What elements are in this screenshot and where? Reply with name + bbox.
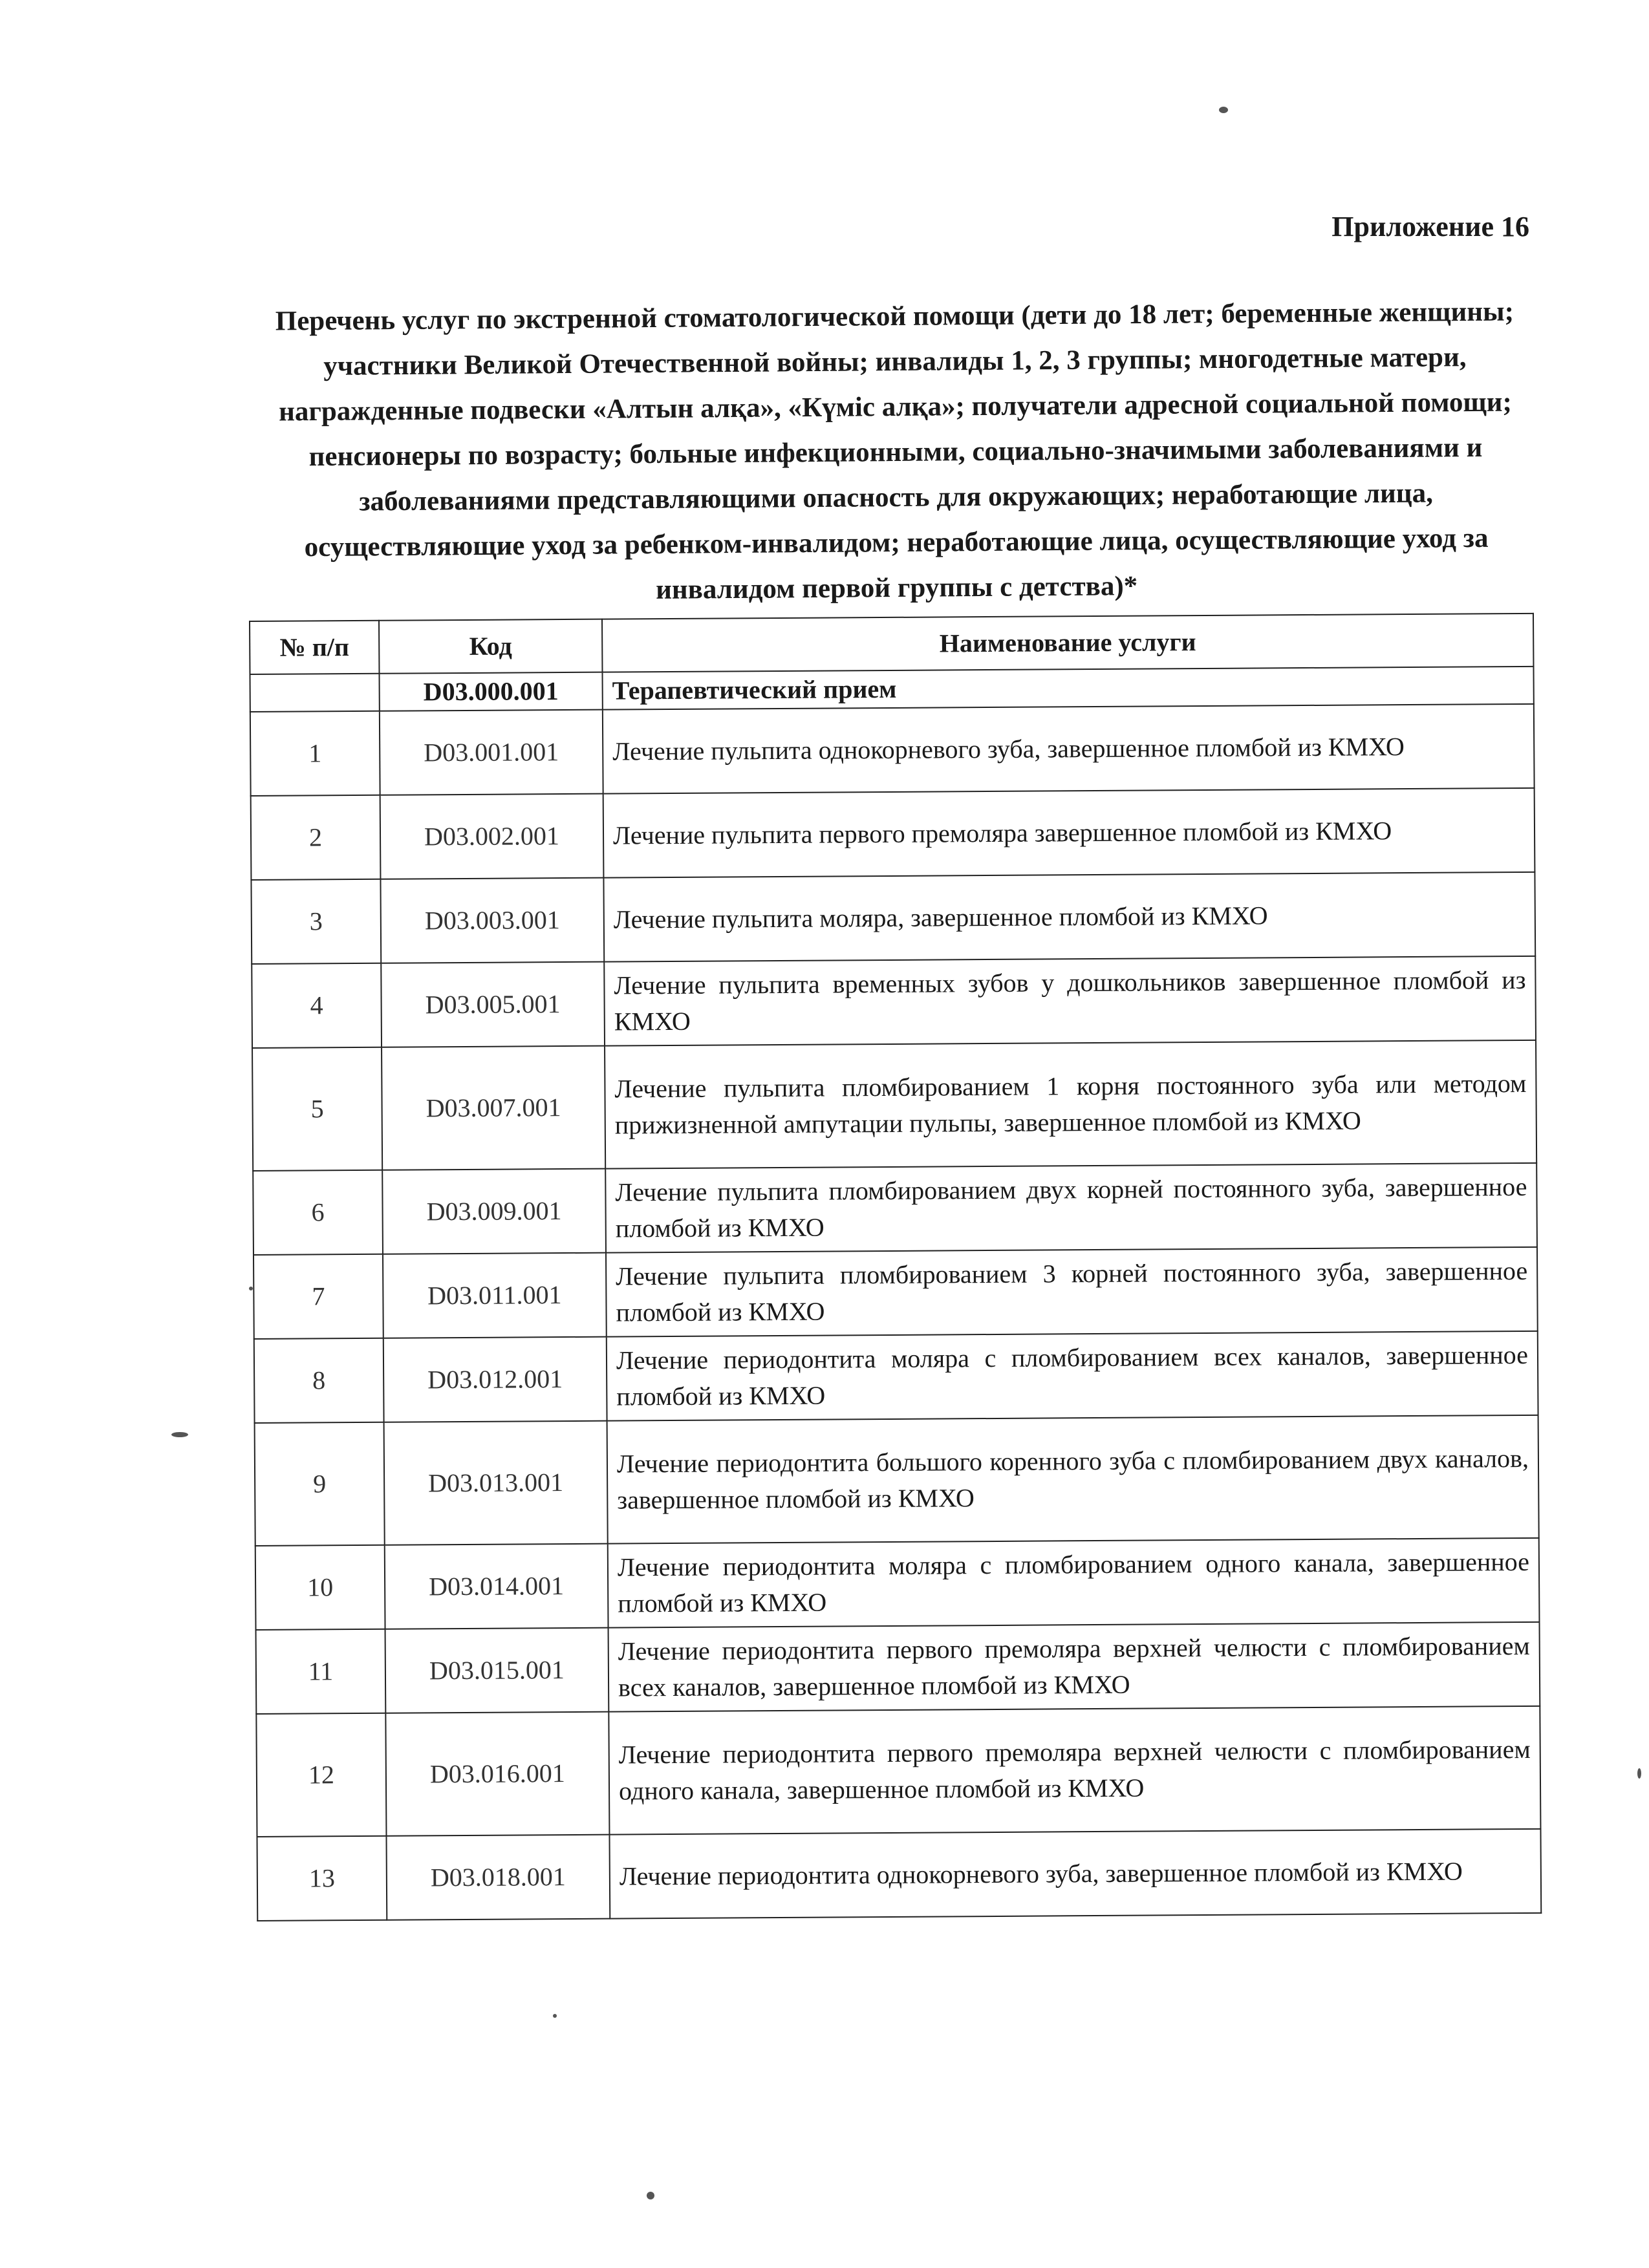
scan-speck [171, 1432, 188, 1437]
row-number: 6 [253, 1170, 383, 1255]
scan-speck [647, 2192, 654, 2199]
row-name: Лечение пульпита пломбированием 1 корня постоянного зуба или методом прижизненной ампутации пульпы, завершенное пломбой из КМХО [605, 1040, 1536, 1169]
row-name: Лечение периодонтита первого премоляра верхней челюсти с пломбированием всех каналов, завершенное пломбой из КМХО [609, 1622, 1540, 1712]
row-name: Лечение пульпита временных зубов у дошкольников завершенное пломбой из КМХО [604, 956, 1536, 1046]
scan-speck [1219, 107, 1228, 113]
table-row [257, 1829, 1541, 1921]
row-code: D03.011.001 [383, 1253, 607, 1338]
row-name: Лечение пульпита однокорневого зуба, завершенное пломбой из КМХО [603, 704, 1535, 794]
row-name: Лечение периодонтита первого премоляра верхней челюсти с пломбированием одного канала, завершенное пломбой из КМХО [609, 1706, 1540, 1835]
row-number: 1 [250, 711, 380, 796]
row-code: D03.003.001 [380, 878, 604, 963]
row-name: Лечение пульпита моляра, завершенное пломбой из КМХО [603, 872, 1535, 962]
row-name: Лечение пульпита пломбированием двух корней постоянного зуба, завершенное пломбой из КМХО [605, 1163, 1537, 1253]
row-number: 11 [256, 1629, 386, 1714]
row-number: 13 [257, 1836, 387, 1921]
row-code: D03.001.001 [380, 710, 603, 795]
table-row [250, 704, 1535, 796]
row-code: D03.014.001 [385, 1544, 609, 1629]
row-code: D03.009.001 [382, 1169, 606, 1254]
header-number: № п/п [250, 621, 379, 674]
table-row [256, 1706, 1540, 1837]
row-code: D03.012.001 [383, 1337, 607, 1422]
row-name: Лечение пульпита пломбированием 3 корней постоянного зуба, завершенное пломбой из КМХО [606, 1247, 1538, 1337]
table-row [256, 1622, 1540, 1714]
row-code: D03.013.001 [384, 1421, 608, 1545]
row-number: 5 [252, 1047, 382, 1171]
row-name: Лечение периодонтита моляра с пломбированием одного канала, завершенное пломбой из КМХО [608, 1538, 1540, 1628]
section-code: D03.000.001 [380, 672, 603, 711]
table-row [253, 1247, 1538, 1339]
table-row [254, 1331, 1538, 1423]
row-number: 8 [254, 1338, 384, 1423]
row-code: D03.005.001 [381, 962, 605, 1047]
table-row [252, 956, 1536, 1048]
row-code: D03.018.001 [386, 1835, 610, 1920]
row-code: D03.002.001 [380, 794, 604, 879]
section-name: Терапевтический прием [602, 667, 1533, 710]
table-row [255, 1538, 1540, 1630]
row-number: 2 [251, 795, 381, 880]
table-row [253, 1163, 1537, 1255]
row-code: D03.015.001 [385, 1628, 609, 1713]
row-name: Лечение периодонтита моляра с пломбированием всех каналов, завершенное пломбой из КМХО [607, 1331, 1538, 1421]
section-number [250, 674, 380, 712]
row-name: Лечение периодонтита однокорневого зуба, завершенное пломбой из КМХО [609, 1829, 1541, 1919]
row-number: 10 [255, 1545, 385, 1630]
row-number: 3 [251, 879, 381, 964]
table-header-row [250, 614, 1533, 674]
header-code: Код [379, 619, 602, 674]
row-code: D03.007.001 [382, 1046, 605, 1170]
header-name: Наименование услуги [602, 614, 1533, 672]
table-row [251, 788, 1535, 880]
table-row [252, 1040, 1536, 1171]
row-name: Лечение пульпита первого премоляра завершенное пломбой из КМХО [603, 788, 1535, 878]
row-number: 7 [253, 1254, 383, 1339]
row-number: 12 [256, 1713, 386, 1837]
scan-speck [1637, 1768, 1641, 1779]
table-row [255, 1415, 1539, 1546]
table-row [251, 872, 1535, 964]
scan-speck [553, 2014, 557, 2018]
appendix-label: Приложение 16 [1331, 211, 1529, 242]
services-table-wrapper [249, 613, 1540, 1921]
document-title: Перечень услуг по экстренной стоматологической помощи (дети до 18 лет; беременные женщины; участники Великой Отечественной войны; инвалиды 1, 2, 3 группы; многодетные матери, награжденные подвески «Алтын алқа», «Күміс алқа»; получатели адресной социальной помощи; пенсионеры по возрасту; больные инфекционными, социально-значимыми заболеваниями и заболеваниями представляющими опасность для окружающих; неработающие лица, осуществляющие уход за ребенком-инвалидом; неработающие лица, осуществляющие уход за инвалидом первой группы с детства)* [275, 296, 1514, 605]
row-code: D03.016.001 [385, 1712, 609, 1836]
scan-speck [249, 1287, 253, 1290]
row-number: 4 [252, 963, 382, 1048]
services-table [249, 613, 1542, 1921]
row-number: 9 [255, 1422, 385, 1546]
row-name: Лечение периодонтита большого коренного зуба с пломбированием двух каналов, завершенное пломбой из КМХО [607, 1415, 1539, 1544]
